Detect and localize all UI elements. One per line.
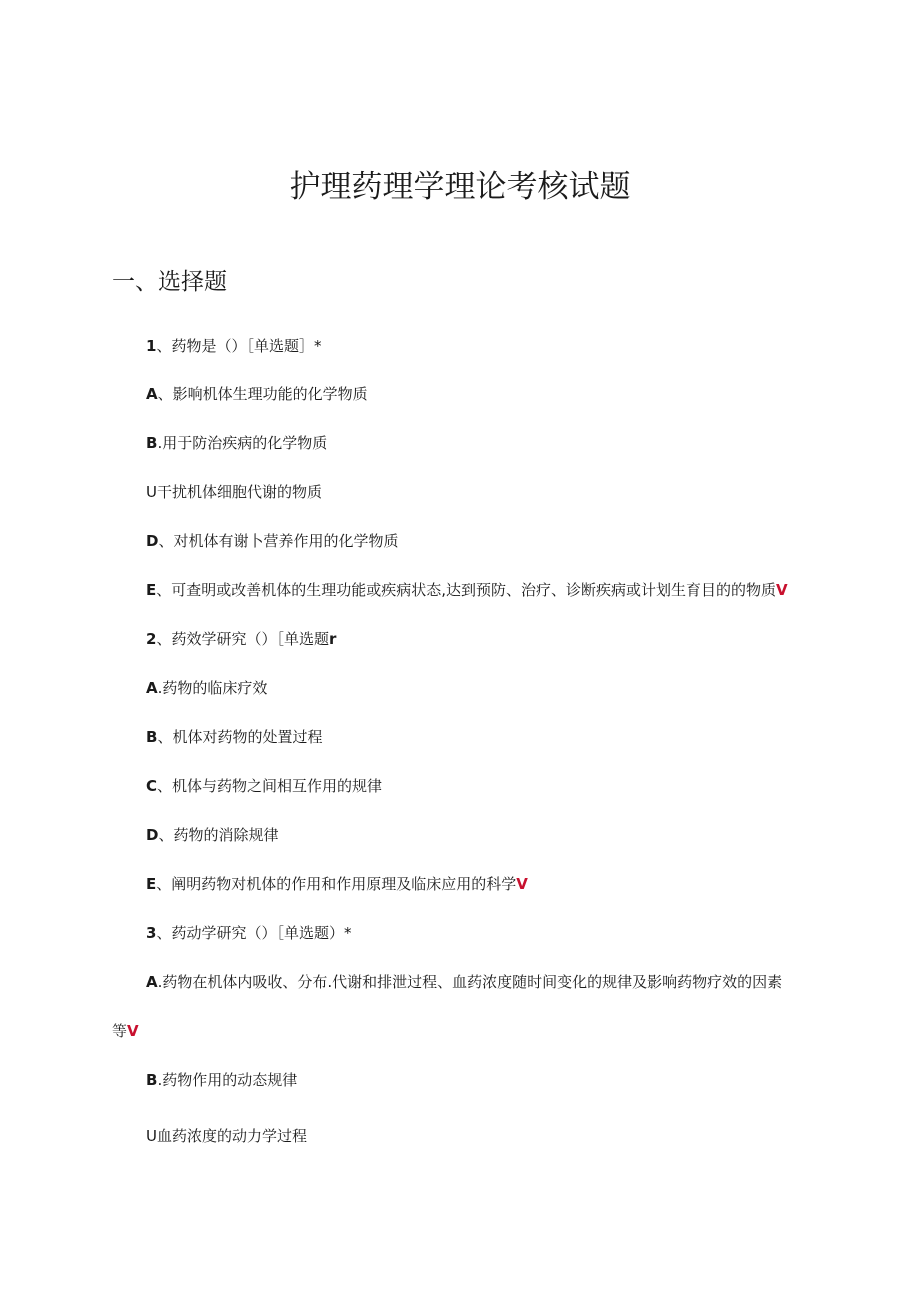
question-3-option-a-continuation: [112, 1020, 139, 1042]
option-text: U干扰机体细胞代谢的物质: [146, 483, 322, 501]
option-letter: B: [146, 1071, 158, 1089]
question-1-option-d: [146, 530, 398, 552]
option-text: 、对机体有谢卜营养作用的化学物质: [158, 532, 399, 550]
question-2-stem: [146, 628, 336, 650]
option-letter: D: [146, 532, 159, 550]
answer-mark: V: [516, 875, 528, 893]
option-text: U血药浓度的动力学过程: [146, 1127, 307, 1145]
option-text: 、可查明或改善机体的生理功能或疾病状态,达到预防、治疗、诊断疾病或计划生育目的的物质: [156, 581, 777, 599]
option-text: 、机体对药物的处置过程: [157, 728, 323, 746]
question-2-option-d: [146, 824, 278, 846]
option-text: 、影响机体生理功能的化学物质: [157, 385, 368, 403]
question-number: 3: [146, 924, 157, 942]
question-3-stem: [146, 922, 351, 944]
question-3-option-a: [146, 971, 782, 993]
question-text: 、药物是（）［单选题］*: [156, 337, 322, 355]
question-1-stem: [146, 335, 321, 357]
option-text: .药物作用的动态规律: [157, 1071, 298, 1089]
question-2-option-c: [146, 775, 382, 797]
question-1-option-b: [146, 432, 327, 454]
option-letter: A: [146, 679, 158, 697]
answer-mark: V: [776, 581, 788, 599]
question-suffix: r: [328, 630, 337, 648]
question-2-option-a: [146, 677, 267, 699]
option-text: .用于防治疾病的化学物质: [157, 434, 328, 452]
section-heading: 一、选择题: [112, 269, 227, 295]
option-letter: D: [146, 826, 159, 844]
question-1-option-a: [146, 383, 368, 405]
option-letter: E: [146, 581, 157, 599]
option-letter: C: [146, 777, 158, 795]
question-text: 、药效学研究（）［单选题: [156, 630, 329, 648]
option-text-continuation: 等: [112, 1022, 128, 1040]
question-3-option-c: [146, 1125, 307, 1147]
question-text: 、药动学研究（）［单选题）*: [156, 924, 352, 942]
question-1-option-e: [146, 579, 788, 601]
option-text: 、药物的消除规律: [158, 826, 279, 844]
option-text: 、机体与药物之间相互作用的规律: [157, 777, 383, 795]
option-letter: A: [146, 385, 158, 403]
option-letter: E: [146, 875, 157, 893]
question-1-option-c: [146, 481, 322, 503]
option-letter: B: [146, 434, 158, 452]
option-text: 、阐明药物对机体的作用和作用原理及临床应用的科学: [156, 875, 517, 893]
option-letter: A: [146, 973, 158, 991]
document-title: 护理药理学理论考核试题: [289, 169, 631, 205]
option-text: .药物在机体内吸收、分布.代谢和排泄过程、血药浓度随时间变化的规律及影响药物疗效的因素: [157, 973, 783, 991]
question-number: 1: [146, 337, 157, 355]
answer-mark: V: [127, 1022, 139, 1040]
question-2-option-e: [146, 873, 528, 895]
question-number: 2: [146, 630, 157, 648]
question-2-option-b: [146, 726, 322, 748]
option-letter: B: [146, 728, 158, 746]
question-3-option-b: [146, 1069, 297, 1091]
option-text: .药物的临床疗效: [157, 679, 268, 697]
